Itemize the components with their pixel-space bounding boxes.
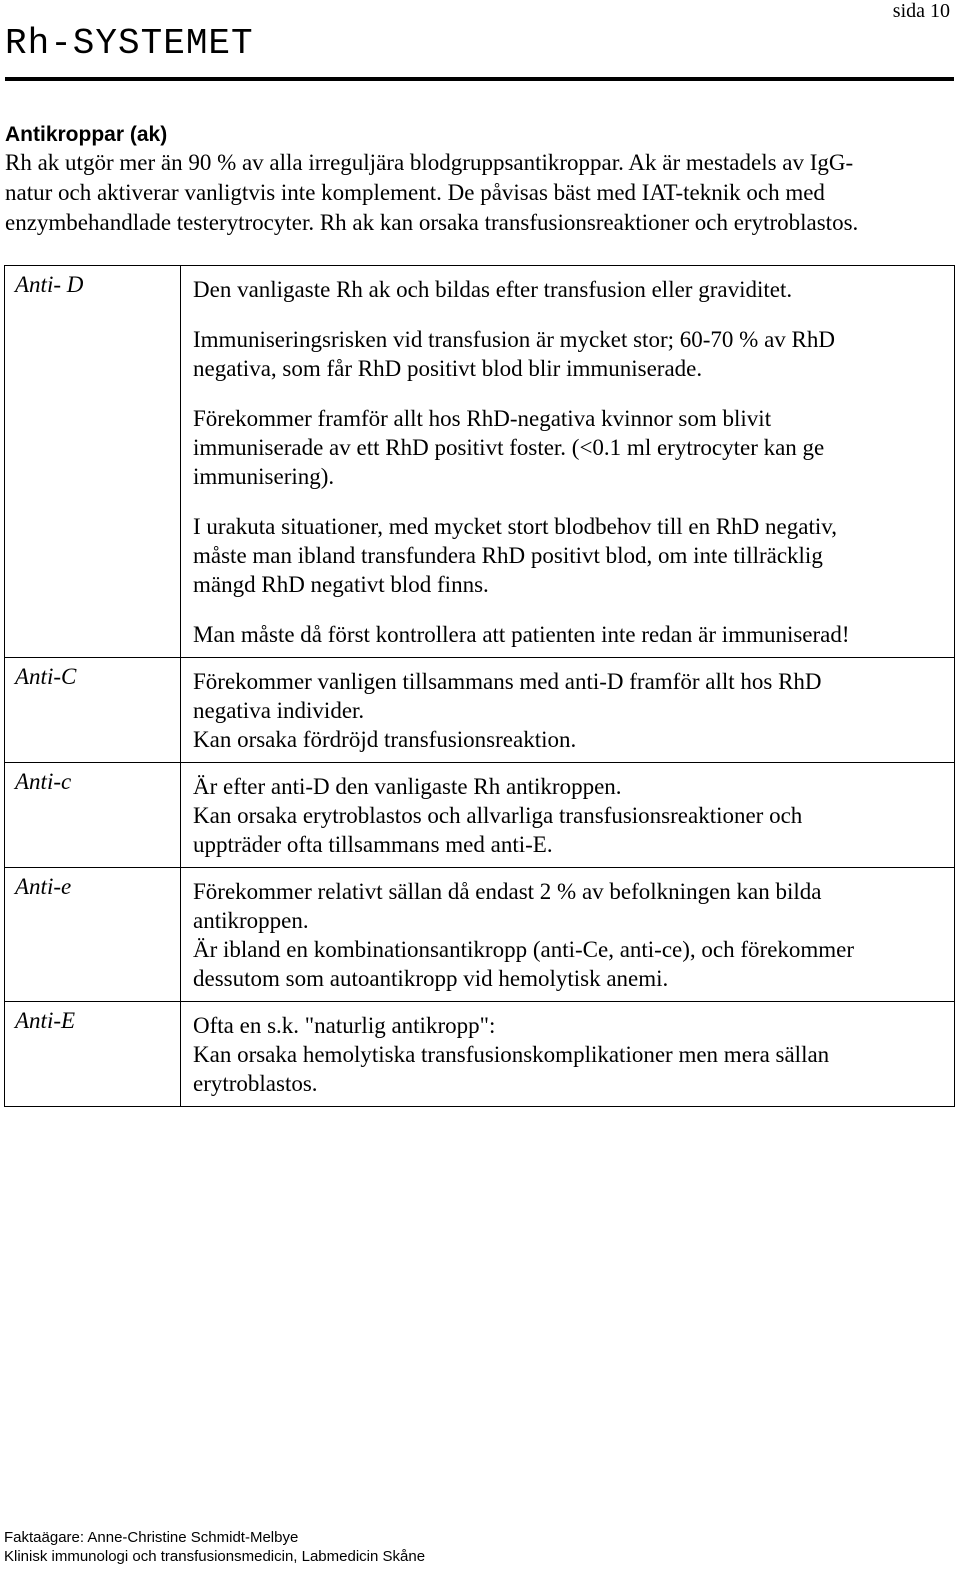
title-rule xyxy=(5,77,954,81)
description-paragraph xyxy=(193,1011,950,1098)
description-paragraph xyxy=(193,772,950,859)
description-line: Kan orsaka hemolytiska transfusionskomplikationer men mera sällan xyxy=(193,1042,830,1067)
table-row-anti-e-upper xyxy=(5,1002,955,1107)
description-line: immunisering). xyxy=(193,464,335,489)
description-line: Kan orsaka erytroblastos och allvarliga transfusionsreaktioner och xyxy=(193,803,803,828)
description-line: uppträder ofta tillsammans med anti-E. xyxy=(193,832,553,857)
intro-line: enzymbehandlade testerytrocyter. Rh ak kan orsaka transfusionsreaktioner och erytroblastos. xyxy=(5,210,859,235)
description-line: Man måste då först kontrollera att patienten inte redan är immuniserad! xyxy=(193,622,850,647)
description-paragraph xyxy=(193,275,950,304)
description-line: erytroblastos. xyxy=(193,1071,318,1096)
description-paragraph xyxy=(193,877,950,993)
description-line: antikroppen. xyxy=(193,908,309,933)
description-line: mängd RhD negativt blod finns. xyxy=(193,572,489,597)
table-row-anti-e-lower xyxy=(5,868,955,1002)
description-line: Är efter anti-D den vanligaste Rh antikroppen. xyxy=(193,774,622,799)
description-line: I urakuta situationer, med mycket stort blodbehov till en RhD negativ, xyxy=(193,514,837,539)
antibody-description xyxy=(181,266,955,658)
description-line: Den vanligaste Rh ak och bildas efter transfusion eller graviditet. xyxy=(193,277,793,302)
footer xyxy=(4,1528,425,1566)
intro-line: Rh ak utgör mer än 90 % av alla irreguljära blodgruppsantikroppar. Ak är mestadels av IgG- xyxy=(5,150,854,175)
description-line: negativa individer. xyxy=(193,698,365,723)
section-heading: Antikroppar (ak) xyxy=(5,123,168,146)
antibody-name: Anti-e xyxy=(5,868,181,1002)
document-title: Rh-SYSTEMET xyxy=(5,23,254,64)
antibody-name: Anti- D xyxy=(5,266,181,658)
page-number: sida 10 xyxy=(892,0,950,22)
antibody-description xyxy=(181,658,955,763)
description-line: negativa, som får RhD positivt blod blir immuniserade. xyxy=(193,356,703,381)
description-line: immuniserade av ett RhD positivt foster. (<0.1 ml erytrocyter kan ge xyxy=(193,435,825,460)
table-row-anti-d xyxy=(5,266,955,658)
description-line: Immuniseringsrisken vid transfusion är mycket stor; 60-70 % av RhD xyxy=(193,327,835,352)
intro-paragraph xyxy=(5,148,950,238)
antibody-description xyxy=(181,763,955,868)
description-line: Förekommer relativt sällan då endast 2 % av befolkningen kan bilda xyxy=(193,879,822,904)
description-line: Är ibland en kombinationsantikropp (anti-Ce, anti-ce), och förekommer xyxy=(193,937,855,962)
description-line: Förekommer vanligen tillsammans med anti-D framför allt hos RhD xyxy=(193,669,822,694)
description-line: måste man ibland transfundera RhD positivt blod, om inte tillräcklig xyxy=(193,543,823,568)
description-paragraph xyxy=(193,404,950,491)
table-row-anti-c-upper xyxy=(5,658,955,763)
antibody-description xyxy=(181,1002,955,1107)
table-row-anti-c-lower xyxy=(5,763,955,868)
footer-department: Klinisk immunologi och transfusionsmedicin, Labmedicin Skåne xyxy=(4,1548,426,1565)
antibody-name: Anti-C xyxy=(5,658,181,763)
description-paragraph xyxy=(193,667,950,754)
description-paragraph xyxy=(193,325,950,383)
description-line: dessutom som autoantikropp vid hemolytisk anemi. xyxy=(193,966,669,991)
description-paragraph xyxy=(193,512,950,599)
antibody-table xyxy=(4,265,955,1107)
description-line: Kan orsaka fördröjd transfusionsreaktion. xyxy=(193,727,577,752)
description-line: Förekommer framför allt hos RhD-negativa kvinnor som blivit xyxy=(193,406,772,431)
intro-line: natur och aktiverar vanligtvis inte komplement. De påvisas bäst med IAT-teknik och med xyxy=(5,180,825,205)
description-line: Ofta en s.k. "naturlig antikropp": xyxy=(193,1013,496,1038)
antibody-description xyxy=(181,868,955,1002)
description-paragraph xyxy=(193,620,950,649)
antibody-name: Anti-E xyxy=(5,1002,181,1107)
footer-owner: Faktaägare: Anne-Christine Schmidt-Melbye xyxy=(4,1529,299,1546)
antibody-name: Anti-c xyxy=(5,763,181,868)
